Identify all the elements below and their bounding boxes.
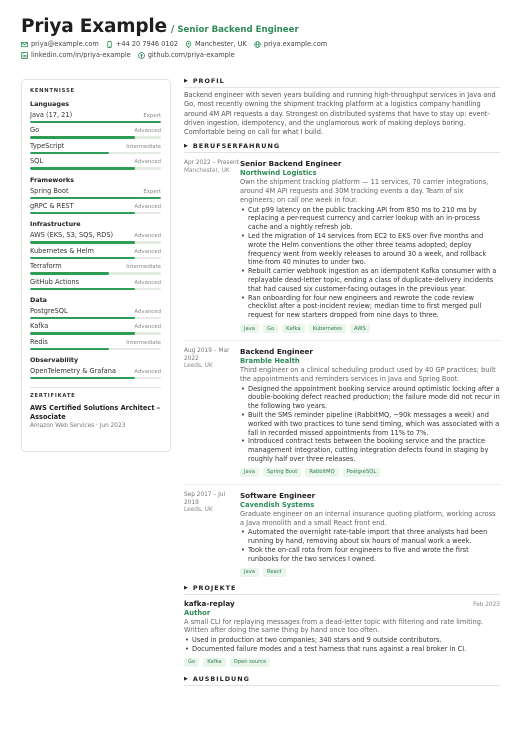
- experience-bullets: [240, 385, 500, 464]
- sidebar-divider: [30, 387, 161, 388]
- project-date: Feb 2023: [473, 601, 500, 608]
- skill-level-bar: [30, 136, 161, 138]
- skill-row: [30, 262, 161, 270]
- section-triangle-icon: ▶: [184, 78, 189, 84]
- skill-level: Intermediate: [126, 339, 161, 346]
- experience-summary: Third engineer on a clinical scheduling product used by 40 GP practices; built the appointments and reminders services in Java and Spring Boot.: [240, 366, 496, 383]
- skill-tag: AWS: [350, 324, 370, 333]
- experience-meta: [184, 491, 240, 577]
- experience-company: Cavendish Systems: [240, 500, 315, 509]
- skill-group-heading: Data: [30, 295, 47, 304]
- experience-details: [240, 159, 500, 333]
- skill-row: [30, 367, 161, 375]
- experience-bullet: • Designed the appointment booking service around optimistic locking after a double-booking defect reached production; the failure mode did not recur in the following two years.: [240, 385, 500, 411]
- skill-name: Terraform: [30, 262, 62, 271]
- skill-tag: RabbitMQ: [305, 468, 338, 477]
- experience-dates: Sep 2017 – Jul 2019: [184, 491, 226, 506]
- skill-name: Spring Boot: [30, 186, 69, 195]
- skill-level: Advanced: [134, 369, 161, 376]
- skill-item: [30, 262, 161, 274]
- education-heading-label: AUSBILDUNG: [192, 674, 250, 683]
- skill-group-heading: Observability: [30, 356, 79, 365]
- skill-level-bar-fill: [30, 167, 135, 169]
- experience-dates: Aug 2019 – Mar 2022: [184, 348, 230, 362]
- skill-tag: Kafka: [282, 324, 304, 333]
- projects-section-heading: [184, 584, 500, 592]
- skill-name: Java (17, 21): [30, 111, 73, 119]
- contact-item[interactable]: [254, 40, 327, 48]
- experience-meta: [184, 347, 240, 477]
- job-title-headline: Senior Backend Engineer: [177, 25, 299, 35]
- skill-row: [30, 278, 161, 286]
- experience-tags: [240, 568, 500, 577]
- skill-level-bar: [30, 288, 161, 290]
- project-bullets: [184, 636, 500, 654]
- linkedin-icon: [21, 52, 28, 59]
- experience-title: Backend Engineer: [240, 347, 313, 357]
- experience-company: Northwind Logistics: [240, 169, 317, 178]
- skill-tag: Java: [240, 568, 259, 577]
- skill-level-bar-fill: [30, 288, 135, 290]
- skill-item: [30, 278, 161, 290]
- project-role: Author: [184, 608, 211, 617]
- section-rule: [184, 685, 500, 686]
- skill-level: Intermediate: [126, 143, 161, 150]
- skill-group-heading: Frameworks: [30, 175, 74, 184]
- skill-name: GitHub Actions: [30, 277, 80, 286]
- skill-name: Kubernetes & Helm: [30, 246, 94, 255]
- skill-level: Advanced: [134, 233, 161, 240]
- section-rule: [184, 594, 500, 595]
- skill-tag: Kubernetes: [309, 324, 346, 333]
- skill-level-bar: [30, 377, 161, 379]
- experience-title: Software Engineer: [240, 490, 316, 500]
- skill-row: [30, 142, 161, 150]
- skill-level: Intermediate: [126, 264, 161, 271]
- skill-level-bar: [30, 332, 161, 334]
- skill-tag: Go: [184, 658, 199, 667]
- skill-name: Kafka: [30, 322, 49, 331]
- skill-item: [30, 202, 161, 214]
- project-summary: A small CLI for replaying messages from a dead-letter topic with filtering and rate limiting. Written after doing the same thing by hand once too often.: [184, 617, 483, 635]
- skill-level-bar: [30, 317, 161, 319]
- skill-level-bar-fill: [30, 136, 135, 138]
- skill-item: [30, 142, 161, 154]
- experience-bullets: [240, 528, 500, 563]
- globe-icon: [254, 41, 261, 48]
- profile-summary: Backend engineer with seven years building and running high-throughput services in Java and Go, most recently owning the shipment tracking platform at a logistics company handling around 4M API requests a day. Strongest on distributed systems that have to stay up: event-driven ingestion, idempotency, and the unglamorous work of making deploys boring. Comfortable being on call for what I build.: [184, 91, 496, 137]
- skill-name: gRPC & REST: [30, 201, 74, 210]
- skill-row: [30, 307, 161, 315]
- skill-item: [30, 187, 161, 199]
- certification-issuer: Amazon Web Services · Jun 2023: [30, 422, 126, 429]
- experience-list: [184, 159, 500, 576]
- contact-text[interactable]: +44 20 7946 0102: [115, 40, 178, 48]
- project-header: [184, 599, 500, 608]
- project-bullet: • Used in production at two companies; 340 stars and 9 outside contributors.: [184, 636, 500, 645]
- experience-bullet: • Automated the overnight rate-table import that three analysts had been running by hand, removing about six hours of manual work a week.: [240, 528, 500, 546]
- contact-text[interactable]: priya.example.com: [263, 40, 328, 48]
- skill-tag: Java: [240, 324, 259, 333]
- profile-heading-label: PROFIL: [192, 77, 225, 85]
- skill-level: Advanced: [134, 324, 161, 331]
- experience-dates: Apr 2022 – Present: [184, 160, 239, 167]
- experience-bullet: • Ran onboarding for four new engineers and rewrote the code review checklist after a post-incident review; median time to first merged pull request for new starters dropped from nine days to three.: [240, 294, 500, 320]
- experience-tags: [240, 324, 500, 333]
- skill-level: Advanced: [134, 308, 161, 315]
- experience-bullet: • Introduced contract tests between the booking service and the practice management integration, cutting integration defects found in staging by roughly half over three releases.: [240, 437, 500, 463]
- name-line: [21, 16, 501, 37]
- skill-level-bar: [30, 257, 161, 259]
- skill-row: [30, 157, 161, 165]
- skill-name: TypeScript: [30, 141, 65, 150]
- experience-bullet: • Cut p99 latency on the public tracking API from 850 ms to 210 ms by replacing a per-request currency and carrier lookup with an in-process cache and a nightly refresh job.: [240, 206, 500, 232]
- skill-level: Advanced: [134, 248, 161, 255]
- project-name: kafka-replay: [184, 598, 235, 608]
- experience-meta: [184, 159, 240, 333]
- experience-item: [184, 491, 500, 577]
- experience-details: [240, 347, 500, 477]
- profile-section-heading: [184, 77, 500, 85]
- main-column: [184, 77, 500, 686]
- experience-details: [240, 491, 500, 577]
- skill-level-bar-fill: [30, 212, 135, 214]
- experience-tags: [240, 468, 500, 477]
- skill-item: [30, 157, 161, 169]
- mail-icon: [21, 41, 28, 48]
- skill-row: [30, 231, 161, 239]
- skill-level-bar-fill: [30, 121, 161, 123]
- skill-level: Expert: [143, 113, 161, 119]
- resume-header: [21, 16, 501, 59]
- skill-level-bar-fill: [30, 197, 161, 199]
- section-triangle-icon: ▶: [184, 675, 189, 682]
- contact-item[interactable]: [21, 51, 131, 59]
- experience-bullet: • Led the migration of 14 services from EC2 to EKS over five months and wrote the Helm conventions the other three teams adopted; deploy frequency went from weekly releases to around 30 a week, and rollback time from 40 minutes to under two.: [240, 232, 500, 267]
- section-triangle-icon: ▶: [184, 143, 189, 150]
- section-triangle-icon: ▶: [184, 584, 189, 591]
- skill-row: [30, 247, 161, 255]
- skill-item: [30, 307, 161, 319]
- contact-text[interactable]: priya@example.com: [31, 40, 99, 48]
- project-tags: [184, 658, 500, 667]
- experience-item: [184, 347, 500, 477]
- skill-name: OpenTelemetry & Grafana: [30, 367, 116, 376]
- experience-title: Senior Backend Engineer: [240, 159, 342, 169]
- skill-level-bar: [30, 121, 161, 123]
- contact-item[interactable]: [21, 40, 99, 48]
- skill-level-bar-fill: [30, 332, 135, 334]
- experience-item: [184, 159, 500, 333]
- skill-tag: Open source: [230, 658, 271, 667]
- contact-item[interactable]: [138, 51, 235, 59]
- skill-tag: Java: [240, 468, 259, 477]
- skill-tag: Kafka: [203, 658, 225, 667]
- skill-tag: Spring Boot: [263, 468, 301, 477]
- experience-bullet: • Rebuilt carrier webhook ingestion as an idempotent Kafka consumer with a replayable dead-letter topic, ending a class of duplicate-delivery incidents that had caused six customer-facing outages in the previous year.: [240, 267, 500, 293]
- experience-divider: [184, 484, 500, 485]
- contact-text[interactable]: github.com/priya-example: [147, 51, 235, 59]
- experience-location: Manchester, UK: [184, 168, 230, 175]
- skill-tag: React: [263, 568, 286, 577]
- skill-level-bar: [30, 272, 161, 274]
- skill-level-bar-fill: [30, 317, 135, 319]
- section-rule: [184, 87, 500, 88]
- github-icon: [138, 52, 145, 59]
- skill-level-bar-fill: [30, 272, 109, 274]
- skill-level: Advanced: [134, 159, 161, 166]
- skill-group-heading: Languages: [30, 100, 70, 108]
- skill-level-bar-fill: [30, 257, 135, 259]
- experience-divider: [184, 340, 500, 341]
- skill-row: [30, 187, 161, 195]
- projects-heading-label: PROJEKTE: [192, 583, 237, 592]
- skill-item: [30, 247, 161, 259]
- phone-icon: [106, 41, 113, 48]
- contact-item[interactable]: [106, 40, 178, 48]
- experience-company: Bramble Health: [240, 357, 300, 366]
- skill-item: [30, 231, 161, 243]
- skill-level: Expert: [143, 188, 161, 195]
- experience-summary: Own the shipment tracking platform — 11 services, 70 carrier integrations, around 4M API requests and 30M tracking events a day. Team of six engineers; on call one week in four.: [240, 178, 489, 204]
- experience-location: Leeds, UK: [184, 363, 213, 370]
- skill-level-bar-fill: [30, 348, 109, 350]
- certifications-heading: ZERTIFIKATE: [30, 393, 76, 400]
- project-bullet: • Documented failure modes and a test harness that runs against a real broker in CI.: [184, 645, 500, 654]
- skill-group-heading: Infrastructure: [30, 220, 81, 229]
- skill-level-bar: [30, 167, 161, 169]
- skill-row: [30, 202, 161, 210]
- projects-list: [184, 599, 500, 667]
- location-icon: [185, 41, 192, 48]
- skill-level: Advanced: [134, 128, 161, 135]
- skill-item: [30, 126, 161, 138]
- sidebar: [21, 79, 171, 452]
- skill-name: Go: [30, 126, 40, 135]
- skill-name: PostgreSQL: [30, 306, 68, 315]
- skill-row: [30, 322, 161, 330]
- skill-level-bar-fill: [30, 241, 135, 243]
- section-rule: [184, 152, 500, 153]
- skill-level-bar: [30, 212, 161, 214]
- certifications-list: [30, 404, 161, 428]
- experience-summary: Graduate engineer on an internal insurance quoting platform, working across a Java monolith and a small React front end.: [240, 509, 496, 527]
- skill-groups: [30, 100, 161, 379]
- skill-row: [30, 338, 161, 346]
- contact-text[interactable]: linkedin.com/in/priya-example: [31, 51, 131, 59]
- skill-item: [30, 338, 161, 350]
- skill-level-bar: [30, 241, 161, 243]
- experience-heading-label: BERUFSERFAHRUNG: [192, 142, 281, 151]
- experience-bullet: • Took the on-call rota from four engineers to five and wrote the first runbooks for the two services I owned.: [240, 546, 500, 564]
- skill-item: [30, 322, 161, 334]
- person-name: Priya Example: [21, 16, 167, 37]
- skill-name: SQL: [30, 157, 44, 166]
- skill-item: [30, 367, 161, 379]
- education-section-heading: [184, 675, 500, 683]
- skill-item: [30, 111, 161, 123]
- skill-level-bar: [30, 197, 161, 199]
- skill-name: Redis: [30, 337, 48, 346]
- skill-row: [30, 126, 161, 134]
- skills-heading: KENNTNISSE: [30, 88, 75, 94]
- contact-item[interactable]: [185, 40, 247, 48]
- certification-name: AWS Certified Solutions Architect – Associate: [30, 404, 161, 422]
- project-item: [184, 599, 500, 667]
- contact-list: [21, 40, 441, 59]
- experience-section-heading: [184, 142, 500, 150]
- skill-level-bar-fill: [30, 377, 135, 379]
- skill-row: [30, 111, 161, 119]
- title-separator: /: [170, 24, 175, 35]
- skill-level-bar: [30, 348, 161, 350]
- skill-tag: PostgreSQL: [343, 468, 381, 477]
- skill-tag: Go: [263, 324, 278, 333]
- skill-name: AWS (EKS, S3, SQS, RDS): [30, 231, 114, 240]
- skill-level-bar-fill: [30, 152, 109, 154]
- experience-bullet: • Built the SMS reminder pipeline (RabbitMQ, ~90k messages a week) and worked with two practices to tune send timing, which was associated with a fall in recorded missed appointments from 11% to 7%.: [240, 411, 500, 437]
- skill-level-bar: [30, 152, 161, 154]
- contact-text[interactable]: Manchester, UK: [194, 40, 247, 48]
- experience-bullets: [240, 206, 500, 320]
- skill-level: Advanced: [134, 203, 161, 210]
- skill-level: Advanced: [134, 279, 161, 286]
- experience-location: Leeds, UK: [184, 507, 213, 514]
